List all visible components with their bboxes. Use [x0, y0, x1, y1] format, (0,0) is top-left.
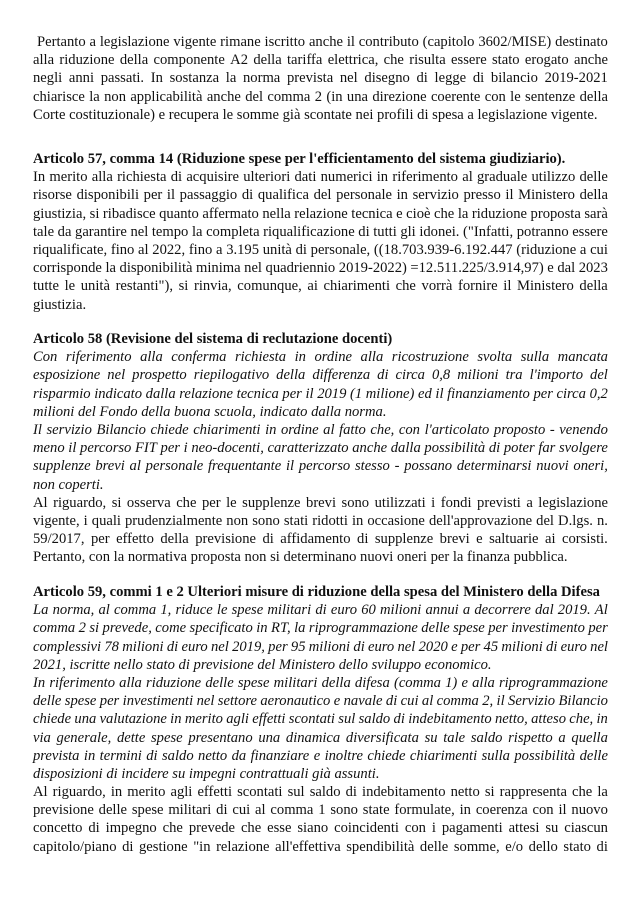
- section-heading: Articolo 58 (Revisione del sistema di reclutazione docenti): [33, 331, 393, 347]
- text-line: Pertanto a legislazione vigente rimane iscritto anche il contributo (capitolo 3602/MISE) destinato: [37, 34, 608, 50]
- text-line: chiede una valutazione in merito agli effetti scontati sul saldo di indebitamento netto, atteso che, in: [33, 711, 608, 728]
- text-line: comma 2 si prevede, come specificato in RT, la riprogrammazione delle spese per investimento per: [33, 620, 608, 637]
- text-line: corrisponde la disponibilità minima nel quadriennio 2019-2022) =12.511.225/3.914,97) e dal 2023: [33, 260, 608, 277]
- text-line: previsione delle spese militari di cui al comma 1 sono state formulate, in coerenza con il nuovo: [33, 802, 608, 819]
- text-line: delle spese per investimenti nel settore aeronautico e navale di cui al comma 2, il Servizio Bilancio: [33, 693, 608, 710]
- text-line: Al riguardo, si osserva che per le supplenze brevi sono utilizzati i fondi previsti a legislazione: [33, 494, 608, 511]
- intro-paragraph: [33, 33, 608, 124]
- text-line: via generale, dette spese presentano una dinamica diversificata su tale saldo rispetto a quella: [33, 729, 608, 746]
- text-line: capitolo/piano di gestione "in relazione all'effettiva spendibilità delle somme, e/o dello stato di: [33, 838, 608, 855]
- text-line: Pertanto, con la normativa proposta non si determinano nuovi oneri per la finanza pubblica.: [33, 549, 568, 566]
- article-58-section: [33, 330, 608, 566]
- text-line: tutte le unità restanti"), si rinvia, comunque, ai chiarimenti che vorrà fornire il Ministero della: [33, 278, 608, 295]
- text-line: giustizia.: [33, 296, 87, 313]
- text-line: risparmio indicato dalla relazione tecnica per il 2019 (1 milione) ed il finanziamento per circa 0,2: [33, 385, 608, 402]
- section-heading: Articolo 57, comma 14 (Riduzione spese per l'efficientamento del sistema giudiziario).: [33, 151, 566, 167]
- text-line: complessivi 78 milioni di euro nel 2019, per 95 milioni di euro nel 2020 e per 45 milioni di euro nel: [33, 638, 608, 655]
- text-line: Con riferimento alla conferma richiesta in ordine alla ricostruzione svolta sulla mancata: [33, 349, 608, 366]
- text-line: milioni del Fondo della buona scuola, indicato dalla norma.: [33, 403, 387, 420]
- text-line: prevista in termini di saldo netto da finanziare e inoltre chiede chiarimenti sulla possibilità delle: [33, 747, 608, 764]
- text-line: concetto di impegno che prevede che esse siano coincidenti con i pagamenti attesi su ciascun: [33, 820, 608, 837]
- text-line: 2021, iscritte nello stato di previsione del Ministero dello sviluppo economico.: [33, 656, 492, 673]
- text-line: giustizia, si ribadisce quanto affermato nella relazione tecnica e cioè che la riduzione proposta sarà: [33, 205, 608, 222]
- text-line: La norma, al comma 1, riduce le spese militari di euro 60 milioni annui a decorrere dal 2019. Al: [33, 602, 608, 619]
- text-line: Al riguardo, in merito agli effetti scontati sul saldo di indebitamento netto si rappresenta che la: [33, 784, 608, 801]
- text-line: negli anni passati. In sostanza la norma prevista nel disegno di legge di bilancio 2019-2021: [33, 70, 608, 87]
- text-line: esposizione nel prospetto riepilogativo della differenza di circa 0,8 milioni tra l'importo del: [33, 367, 608, 384]
- text-line: Corte costituzionale) e recupera le somme già scontate nei profili di spesa a legislazione vigente.: [33, 106, 598, 123]
- text-line: non coperti.: [33, 476, 104, 493]
- text-line: meno il percorso FIT per i neo-docenti, caratterizzato anche dalla possibilità di poter far svolgere: [33, 440, 608, 457]
- text-line: supplenze brevi al personale frequentante il percorso stesso - possano determinarsi nuovi oneri,: [33, 458, 608, 475]
- text-line: disposizioni di incidere su impegni contrattuali già assunti.: [33, 765, 380, 782]
- text-line: riqualificate, fino al 2022, fino a 3.195 unità di personale, ((18.703.939-6.192.447 (riduzione a cui: [33, 241, 608, 258]
- text-line: In merito alla richiesta di acquisire ulteriori dati numerici in riferimento al graduale utilizzo delle: [33, 169, 608, 186]
- text-line: chiarisce la non applicabilità anche del comma 2 (in una direzione coerente con le sentenze della: [33, 88, 608, 105]
- text-line: In riferimento alla riduzione delle spese militari della difesa (comma 1) e alla riprogrammazione: [33, 674, 608, 691]
- text-line: Il servizio Bilancio chiede chiarimenti in ordine al fatto che, con l'articolato proposto - venendo: [33, 421, 608, 438]
- section-heading: Articolo 59, commi 1 e 2 Ulteriori misure di riduzione della spesa del Ministero della Difesa: [33, 584, 600, 600]
- text-line: 59/2017, per effetto della previsione di affidamento di supplenze brevi e saltuarie ai corsisti.: [33, 531, 608, 548]
- text-line: alla riduzione della componente A2 della tariffa elettrica, che risulta essere stato erogato anche: [33, 52, 608, 69]
- text-line: risorse disponibili per il passaggio di qualifica del personale in servizio presso il Ministero della: [33, 187, 608, 204]
- article-59-section: [33, 583, 608, 856]
- text-line: vigente, i quali prudenzialmente non sono stati ridotti in occasione dell'approvazione del D.lgs. n.: [33, 512, 608, 529]
- article-57-section: [33, 150, 608, 314]
- text-line: tale da garantire nel tempo la completa riqualificazione di tutti gli idonei. ("Infatti, potranno essere: [33, 223, 608, 240]
